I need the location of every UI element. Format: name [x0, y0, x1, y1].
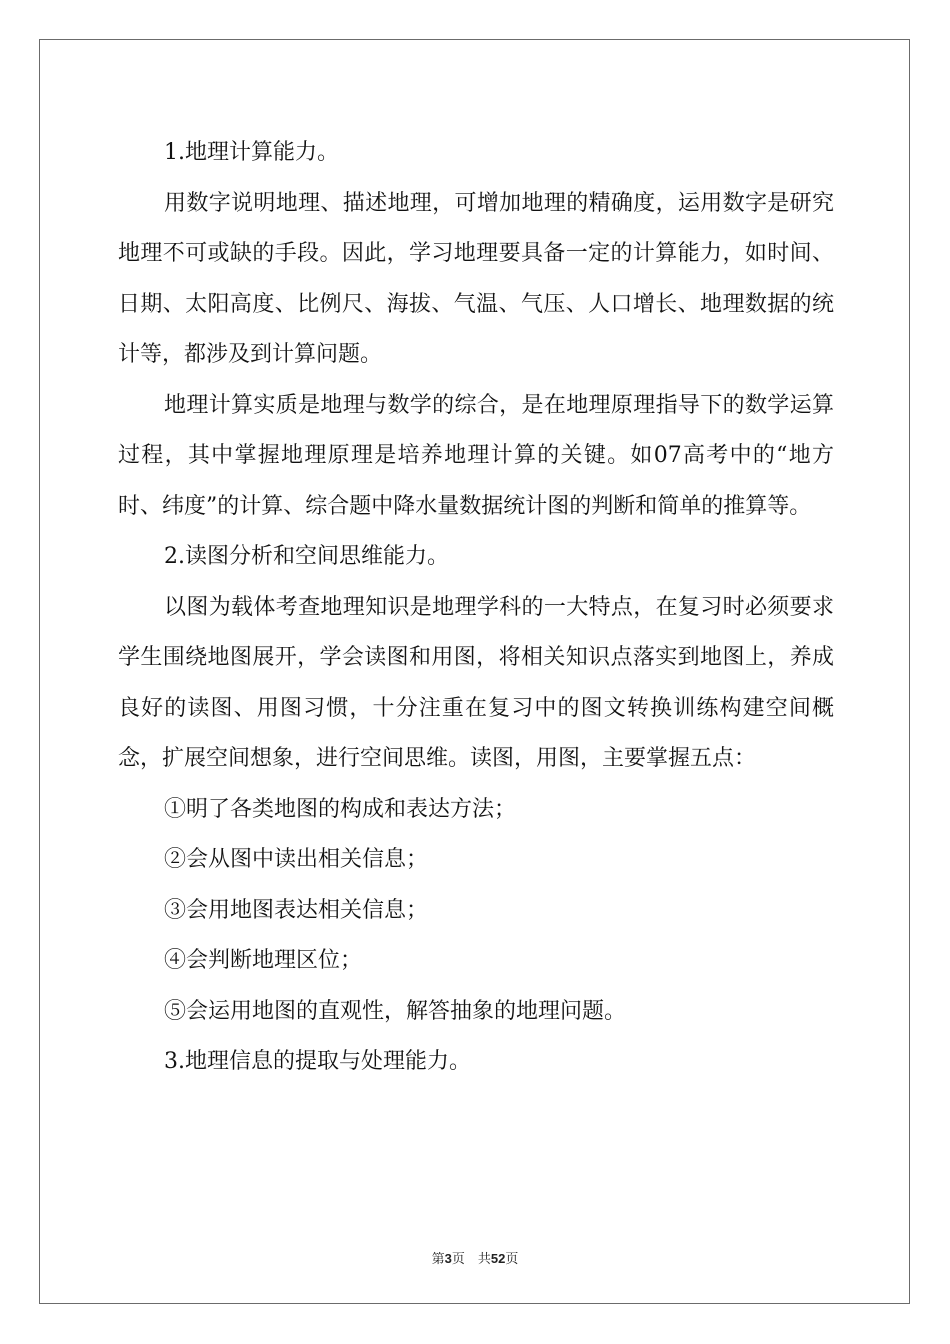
page-footer	[0, 1248, 950, 1267]
paragraph: 用数字说明地理、描述地理，可增加地理的精确度，运用数字是研究地理不可或缺的手段。因此，学习地理要具备一定的计算能力，如时间、日期、太阳高度、比例尺、海拔、气温、气压、人口增长、地理数据的统计等，都涉及到计算问题。	[118, 190, 834, 367]
list-item: ④会判断地理区位；	[164, 948, 363, 973]
heading-1: 1.地理计算能力。	[164, 140, 339, 165]
list-item: ①明了各类地图的构成和表达方法；	[164, 796, 517, 822]
heading-3: 3.地理信息的提取与处理能力。	[164, 1049, 471, 1074]
footer-prefix: 第	[431, 1252, 445, 1267]
heading-2: 2.读图分析和空间思维能力。	[164, 544, 449, 569]
list-item: ②会从图中读出相关信息；	[164, 847, 429, 872]
list-item: ③会用地图表达相关信息；	[164, 897, 429, 923]
paragraph: 以图为载体考查地理知识是地理学科的一大特点，在复习时必须要求学生围绕地图展开，学会读图和用图，将相关知识点落实到地图上，养成良好的读图、用图习惯，十分注重在复习中的图文转换训练构建空间概念，扩展空间想象，进行空间思维。读图，用图，主要掌握五点：	[118, 594, 834, 771]
footer-suffix: 页	[505, 1252, 519, 1267]
total-pages: 52	[490, 1251, 506, 1266]
page-number: 3	[444, 1251, 452, 1266]
list-item: ⑤会运用地图的直观性，解答抽象的地理问题。	[164, 998, 627, 1024]
paragraph: 地理计算实质是地理与数学的综合，是在地理原理指导下的数学运算过程，其中掌握地理原理是培养地理计算的关键。如07高考中的“地方时、纬度”的计算、综合题中降水量数据统计图的判断和简单的推算等。	[118, 392, 834, 519]
document-body	[118, 128, 834, 1088]
footer-middle: 页 共	[451, 1252, 491, 1267]
